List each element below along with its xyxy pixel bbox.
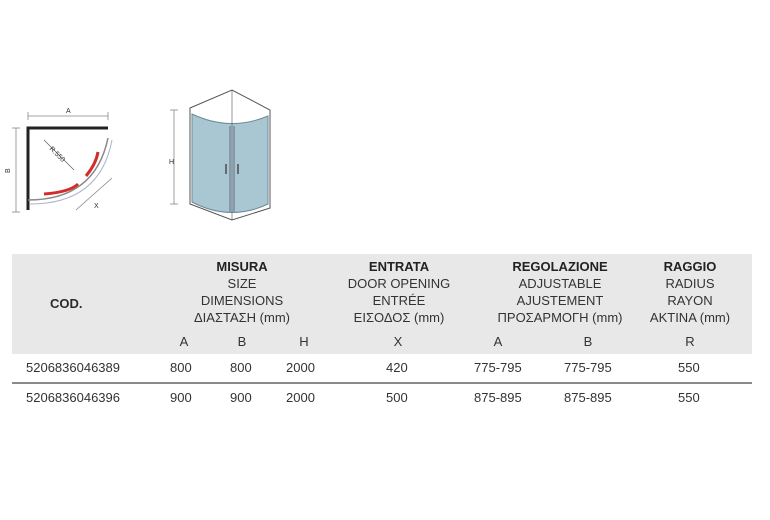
specs-table <box>12 254 752 412</box>
header-regolazione-line: ΠΡΟΣΑΡΜΟΓΗ (mm) <box>497 310 623 325</box>
header-entrata-line: ΕΙΣΟΔΟΣ (mm) <box>353 310 445 325</box>
radius-label: R.550 <box>47 145 66 164</box>
header-cod: COD. <box>50 296 83 311</box>
cell-code: 5206836046389 <box>26 360 120 375</box>
header-misura-line: SIZE <box>227 276 257 291</box>
cell-reg-b: 775-795 <box>564 360 612 375</box>
header-raggio-line: RAYON <box>667 293 713 308</box>
header-misura-title: MISURA <box>216 259 268 274</box>
header-misura-line: ΔΙΑΣΤΑΣΗ (mm) <box>193 310 290 325</box>
table-row <box>12 354 752 382</box>
header-regolazione <box>480 258 640 326</box>
dim-label-h: H <box>169 159 175 166</box>
cell-reg-a: 875-895 <box>474 390 522 405</box>
header-entrata <box>334 258 464 326</box>
subheader-reg-a: A <box>493 334 503 349</box>
table-header <box>12 254 752 354</box>
dim-label-x: X <box>94 203 99 210</box>
cell-reg-b: 875-895 <box>564 390 612 405</box>
header-entrata-title: ENTRATA <box>368 259 430 274</box>
diagrams-area <box>0 80 300 230</box>
subheader-misura-a: A <box>179 334 189 349</box>
subheader-entrata-x: X <box>393 334 403 349</box>
cell-a: 800 <box>170 360 192 375</box>
table-row <box>12 384 752 412</box>
cell-h: 2000 <box>286 390 315 405</box>
dim-label-a: A <box>66 108 71 115</box>
subheader-reg-b: B <box>583 334 593 349</box>
header-regolazione-line: AJUSTEMENT <box>516 293 604 308</box>
subheader-misura-b: B <box>237 334 247 349</box>
plan-view-diagram <box>0 100 130 230</box>
cell-x: 500 <box>386 390 408 405</box>
dim-label-b: B <box>5 168 12 173</box>
cell-x: 420 <box>386 360 408 375</box>
header-entrata-line: ENTRÉE <box>372 293 426 308</box>
header-misura <box>172 258 312 326</box>
cell-b: 800 <box>230 360 252 375</box>
header-regolazione-line: ADJUSTABLE <box>518 276 602 291</box>
header-raggio-line: ΑΚΤΙΝΑ (mm) <box>649 310 731 325</box>
cell-code: 5206836046396 <box>26 390 120 405</box>
header-raggio-line: RADIUS <box>665 276 715 291</box>
subheader-misura-h: H <box>299 334 309 349</box>
cell-b: 900 <box>230 390 252 405</box>
cell-reg-a: 775-795 <box>474 360 522 375</box>
cell-a: 900 <box>170 390 192 405</box>
cell-r: 550 <box>678 360 700 375</box>
header-misura-line: DIMENSIONS <box>200 293 284 308</box>
header-raggio <box>640 258 740 326</box>
perspective-diagram <box>160 80 280 230</box>
cell-r: 550 <box>678 390 700 405</box>
header-raggio-title: RAGGIO <box>663 259 717 274</box>
header-entrata-line: DOOR OPENING <box>347 276 451 291</box>
header-regolazione-title: REGOLAZIONE <box>512 259 608 274</box>
subheader-raggio-r: R <box>685 334 695 349</box>
cell-h: 2000 <box>286 360 315 375</box>
